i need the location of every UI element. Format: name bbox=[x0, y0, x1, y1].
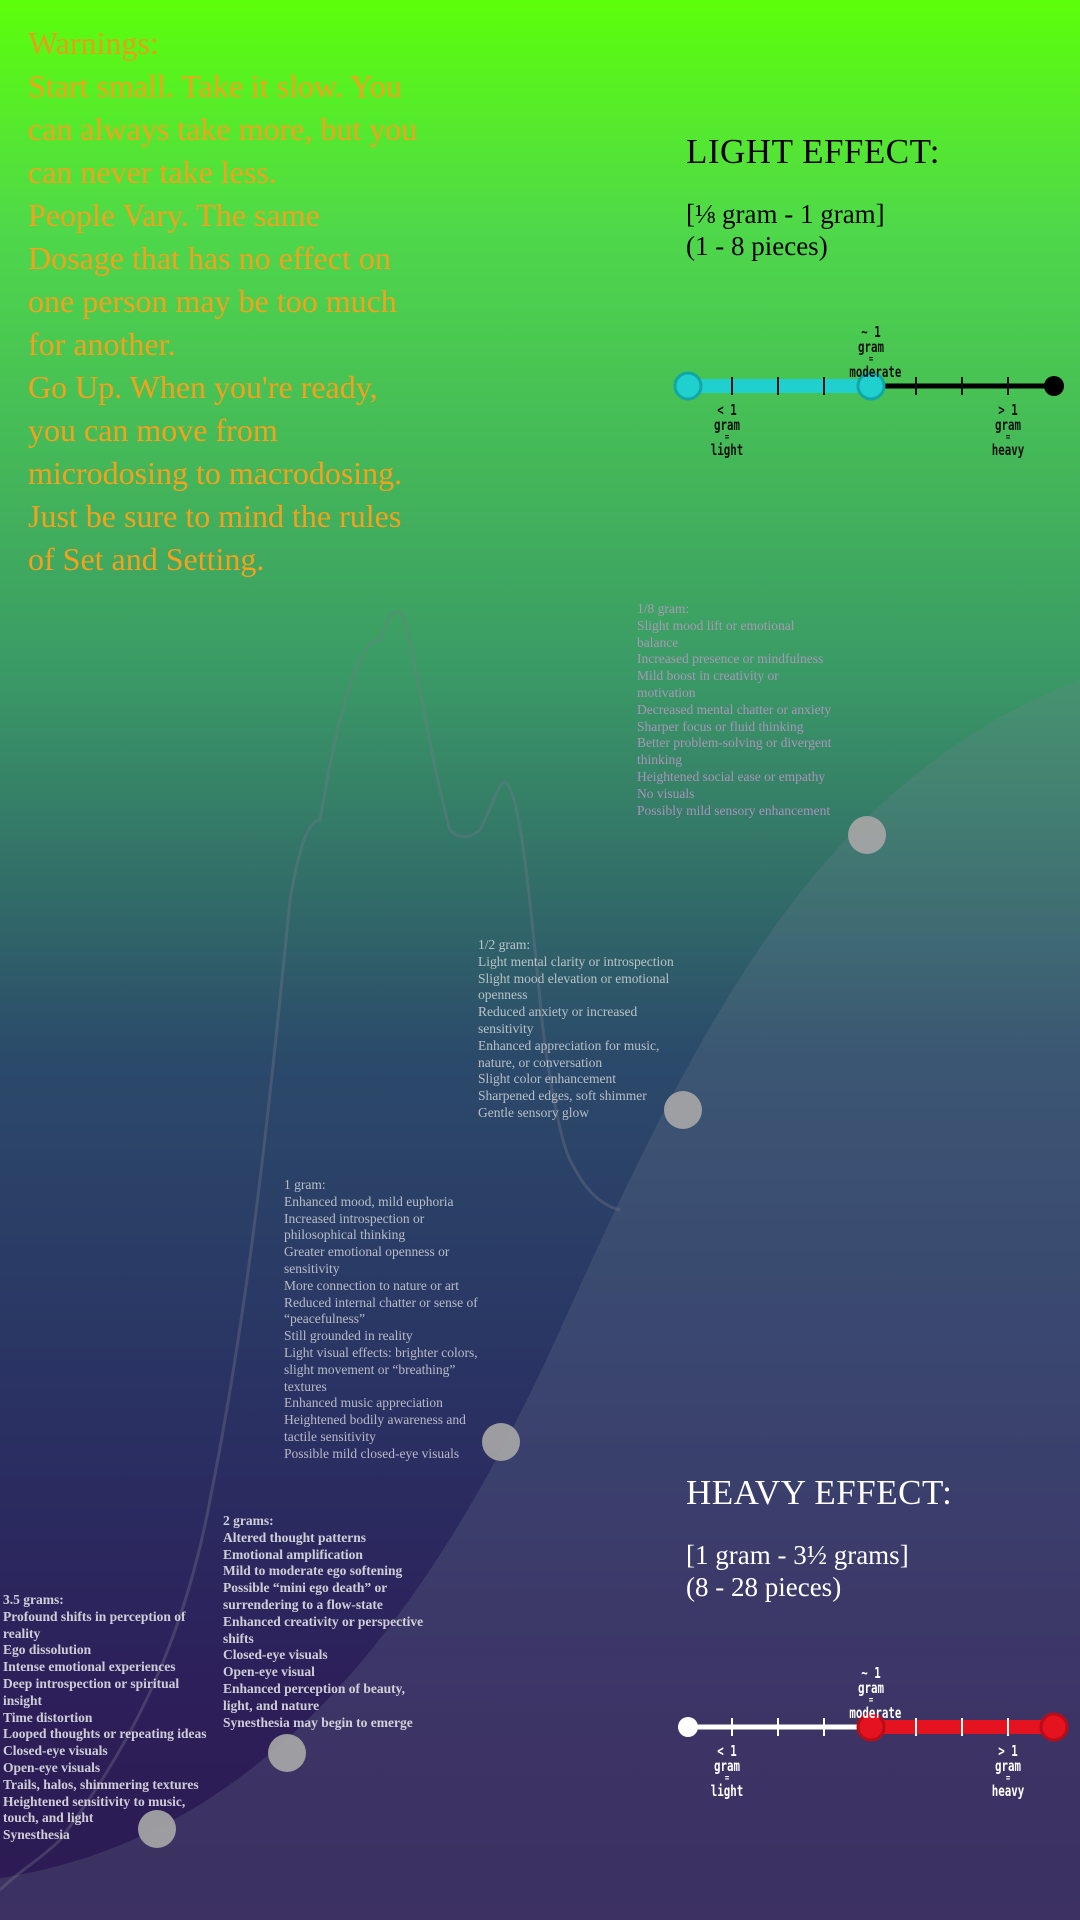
dose-line: Increased introspection or bbox=[284, 1210, 425, 1226]
slider-left-sub: light bbox=[710, 441, 744, 459]
slider-top-label-text: ~ 1 gram bbox=[857, 1664, 885, 1697]
light-effect-panel bbox=[686, 132, 940, 262]
dose-line: tactile sensitivity bbox=[284, 1428, 376, 1444]
dose-marker-dot bbox=[482, 1423, 520, 1461]
heavy-effect-slider bbox=[670, 1661, 1070, 1801]
light-effect-title: LIGHT EFFECT: bbox=[686, 132, 940, 171]
slider-top-sub: moderate bbox=[849, 363, 902, 381]
dose-eighth-gram bbox=[637, 601, 867, 819]
warnings-line: microdosing to macrodosing. bbox=[28, 455, 403, 491]
slider-top-label-text: ~ 1 gram bbox=[857, 323, 885, 356]
warnings-line: for another. bbox=[28, 326, 176, 362]
dose-line: “peacefulness” bbox=[284, 1311, 365, 1327]
dose-line: sensitivity bbox=[478, 1020, 534, 1036]
slider-handle-left[interactable] bbox=[675, 373, 701, 399]
dose-line: Light mental clarity or introspection bbox=[478, 953, 674, 969]
warnings-block bbox=[28, 22, 528, 581]
slider-right-sub: heavy bbox=[991, 1782, 1025, 1800]
dose-heading: 1 gram: bbox=[284, 1177, 326, 1192]
slider-eq: = bbox=[724, 432, 730, 443]
slider-end-point bbox=[678, 1717, 698, 1737]
dose-three-half-grams bbox=[3, 1592, 228, 1844]
dose-line: textures bbox=[284, 1378, 327, 1394]
dose-line: Enhanced creativity or perspective bbox=[223, 1613, 424, 1629]
dose-line: slight movement or “breathing” bbox=[284, 1361, 456, 1377]
warnings-line: can never take less. bbox=[28, 154, 277, 190]
dose-line: Closed-eye visuals bbox=[3, 1743, 108, 1759]
dose-line: Slight mood lift or emotional bbox=[637, 617, 795, 633]
slider-top-label bbox=[849, 1664, 902, 1722]
dose-line: Altered thought patterns bbox=[223, 1529, 366, 1545]
dose-line: sensitivity bbox=[284, 1260, 340, 1276]
dose-line: Sharpened edges, soft shimmer bbox=[478, 1088, 647, 1104]
slider-right-label-text: > 1 gram bbox=[994, 401, 1022, 434]
dose-line: Time distortion bbox=[3, 1709, 93, 1725]
dose-heading: 1/8 gram: bbox=[637, 601, 690, 616]
warnings-line: Start small. Take it slow. You bbox=[28, 68, 402, 104]
warnings-line: of Set and Setting. bbox=[28, 541, 265, 577]
dose-line: insight bbox=[3, 1692, 43, 1708]
dose-line: openness bbox=[478, 987, 528, 1003]
dose-line: motivation bbox=[637, 684, 696, 700]
dose-line: Decreased mental chatter or anxiety bbox=[637, 701, 832, 717]
dose-line: Trails, halos, shimmering textures bbox=[3, 1776, 199, 1792]
warnings-heading: Warnings: bbox=[28, 25, 159, 61]
dose-line: reality bbox=[3, 1625, 41, 1641]
dose-line: Enhanced appreciation for music, bbox=[478, 1037, 660, 1053]
dose-line: Profound shifts in perception of bbox=[3, 1608, 186, 1624]
light-effect-range-grams: [⅛ gram - 1 gram] bbox=[686, 199, 885, 229]
slider-handle-right[interactable] bbox=[1041, 1714, 1067, 1740]
dose-line: Light visual effects: brighter colors, bbox=[284, 1344, 478, 1360]
slider-eq: = bbox=[868, 354, 874, 365]
dose-line: thinking bbox=[637, 752, 683, 768]
dose-line: Synesthesia may begin to emerge bbox=[223, 1714, 413, 1730]
dose-marker-dot bbox=[664, 1091, 702, 1129]
dose-line: shifts bbox=[223, 1630, 254, 1646]
dose-line: touch, and light bbox=[3, 1810, 94, 1826]
dose-line: Heightened sensitivity to music, bbox=[3, 1793, 186, 1809]
warnings-line: People Vary. The same bbox=[28, 197, 320, 233]
light-effect-slider bbox=[670, 320, 1070, 460]
dose-line: Mild boost in creativity or bbox=[637, 668, 779, 684]
slider-left-label-text: < 1 gram bbox=[713, 1742, 741, 1775]
dose-line: No visuals bbox=[637, 785, 695, 801]
dose-line: Ego dissolution bbox=[3, 1642, 92, 1658]
dose-line: Open-eye visual bbox=[223, 1664, 315, 1680]
dose-line: Slight mood elevation or emotional bbox=[478, 970, 670, 986]
warnings-line: can always take more, but you bbox=[28, 111, 418, 147]
slider-eq: = bbox=[868, 1695, 874, 1706]
dose-marker-dot bbox=[268, 1734, 306, 1772]
dose-line: Slight color enhancement bbox=[478, 1071, 616, 1087]
dose-line: Heightened bodily awareness and bbox=[284, 1412, 466, 1428]
dose-line: light, and nature bbox=[223, 1697, 320, 1713]
heavy-effect-panel bbox=[686, 1473, 952, 1603]
dose-line: Greater emotional openness or bbox=[284, 1244, 450, 1260]
dose-marker-dot bbox=[848, 816, 886, 854]
dose-line: Possible “mini ego death” or bbox=[223, 1580, 388, 1596]
dose-line: Intense emotional experiences bbox=[3, 1659, 176, 1675]
slider-left-label bbox=[705, 1744, 748, 1799]
dose-line: Emotional amplification bbox=[223, 1546, 363, 1562]
dose-line: Enhanced mood, mild euphoria bbox=[284, 1193, 454, 1209]
dose-line: Reduced internal chatter or sense of bbox=[284, 1294, 478, 1310]
dose-line: Possibly mild sensory enhancement bbox=[637, 802, 831, 818]
slider-eq: = bbox=[1005, 432, 1011, 443]
dose-heading: 1/2 gram: bbox=[478, 937, 531, 952]
heavy-effect-range-grams: [1 gram - 3½ grams] bbox=[686, 1540, 909, 1570]
heavy-effect-title: HEAVY EFFECT: bbox=[686, 1473, 953, 1512]
slider-top-label bbox=[849, 323, 902, 381]
warnings-line: one person may be too much bbox=[28, 283, 397, 319]
dose-line: Deep introspection or spiritual bbox=[3, 1675, 180, 1691]
dose-line: Mild to moderate ego softening bbox=[223, 1563, 403, 1579]
slider-eq: = bbox=[724, 1773, 730, 1784]
dose-line: balance bbox=[637, 634, 679, 650]
dose-line: Better problem-solving or divergent bbox=[637, 735, 832, 751]
warnings-line: you can move from bbox=[28, 412, 278, 448]
dose-two-grams bbox=[223, 1513, 453, 1731]
warnings-line: Go Up. When you're ready, bbox=[28, 369, 378, 405]
slider-top-sub: moderate bbox=[849, 1704, 902, 1722]
slider-left-label-text: < 1 gram bbox=[713, 401, 741, 434]
dose-line: Increased presence or mindfulness bbox=[637, 651, 824, 667]
slider-right-sub: heavy bbox=[991, 441, 1025, 459]
dose-line: Synesthesia bbox=[3, 1827, 70, 1843]
dose-line: Enhanced music appreciation bbox=[284, 1395, 443, 1411]
warnings-line: Just be sure to mind the rules bbox=[28, 498, 402, 534]
slider-left-label bbox=[705, 403, 748, 458]
light-effect-range-pieces: (1 - 8 pieces) bbox=[686, 231, 828, 261]
dose-heading: 2 grams: bbox=[223, 1513, 274, 1528]
slider-left-sub: light bbox=[710, 1782, 744, 1800]
slider-end-point bbox=[1044, 376, 1064, 396]
slider-right-label bbox=[986, 1744, 1029, 1799]
dose-one-gram bbox=[284, 1177, 524, 1463]
dose-line: Enhanced perception of beauty, bbox=[223, 1680, 406, 1696]
dose-heading: 3.5 grams: bbox=[3, 1592, 64, 1607]
dose-line: Open-eye visuals bbox=[3, 1759, 101, 1775]
dose-line: surrendering to a flow-state bbox=[223, 1596, 383, 1612]
slider-right-label-text: > 1 gram bbox=[994, 1742, 1022, 1775]
dose-line: philosophical thinking bbox=[284, 1227, 406, 1243]
dose-line: nature, or conversation bbox=[478, 1054, 603, 1070]
dose-line: Heightened social ease or empathy bbox=[637, 768, 826, 784]
slider-right-label bbox=[986, 403, 1029, 458]
dose-marker-dot bbox=[138, 1810, 176, 1848]
dose-line: Closed-eye visuals bbox=[223, 1647, 328, 1663]
dose-line: Gentle sensory glow bbox=[478, 1104, 589, 1120]
dose-line: Looped thoughts or repeating ideas bbox=[3, 1726, 207, 1742]
dose-line: Sharper focus or fluid thinking bbox=[637, 718, 804, 734]
dose-line: More connection to nature or art bbox=[284, 1277, 460, 1293]
warnings-line: Dosage that has no effect on bbox=[28, 240, 391, 276]
dose-line: Still grounded in reality bbox=[284, 1328, 413, 1344]
slider-eq: = bbox=[1005, 1773, 1011, 1784]
dose-line: Possible mild closed-eye visuals bbox=[284, 1445, 460, 1461]
dose-line: Reduced anxiety or increased bbox=[478, 1004, 638, 1020]
heavy-effect-range-pieces: (8 - 28 pieces) bbox=[686, 1572, 842, 1602]
